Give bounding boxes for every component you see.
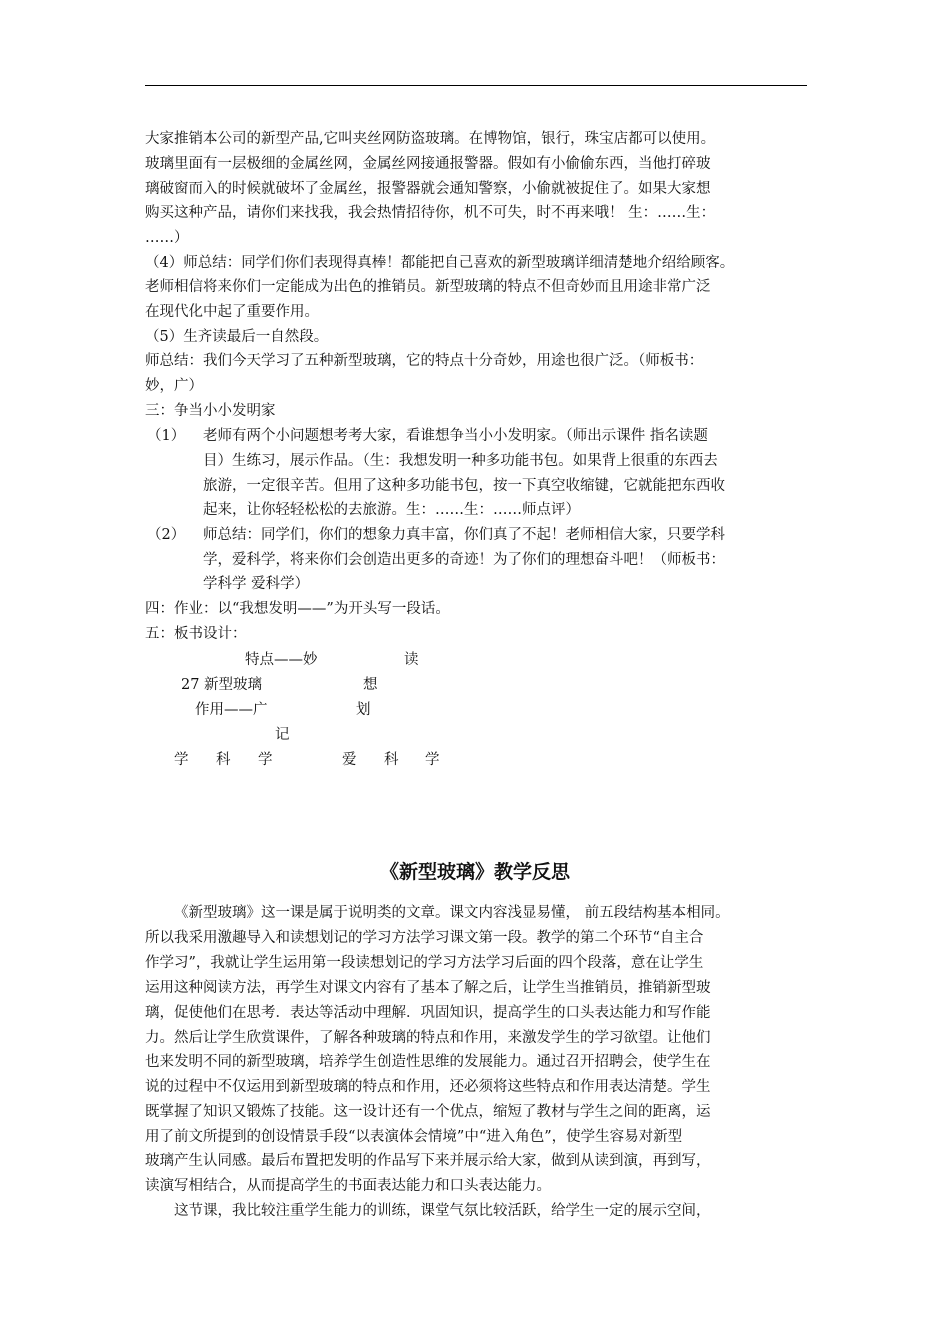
- board-char: 学: [425, 752, 440, 768]
- item-number: （1）: [147, 428, 186, 444]
- reflection-line: 力。然后让学生欣赏课件，了解各种玻璃的特点和作用，来激发学生的学习欲望。让他们: [145, 1030, 711, 1046]
- item-line: 学，爱科学，将来你们会创造出更多的奇迹！为了你们的理想奋斗吧！（师板书：: [203, 552, 725, 568]
- board-heading: 五：板书设计：: [145, 626, 247, 642]
- text-line: 大家推销本公司的新型产品,它叫夹丝网防盗玻璃。在博物馆，银行，珠宝店都可以使用。: [145, 131, 716, 147]
- item-line: 旅游，一定很辛苦。但用了这种多功能书包，按一下真空收缩键，它就能把东西收: [203, 478, 725, 494]
- header-rule: [145, 85, 807, 86]
- item-number: （2）: [147, 527, 186, 543]
- board-char: 科: [216, 752, 231, 768]
- board-char: 学: [174, 752, 189, 768]
- reflection-line: 作学习”，我就让学生运用第一段读想划记的学习方法学习后面的四个段落，意在让学生: [145, 955, 704, 971]
- board-note: 记: [275, 727, 290, 743]
- item-line: 师总结：同学们，你们的想象力真丰富，你们真了不起！老师相信大家，只要学科: [203, 527, 725, 543]
- reflection-line: 《新型玻璃》这一课是属于说明类的文章。课文内容浅显易懂， 前五段结构基本相同。: [174, 905, 730, 921]
- item-line: 目）生练习，展示作品。（生：我想发明一种多功能书包。如果背上很重的东西去: [203, 453, 718, 469]
- item-line: 老师有两个小问题想考考大家，看谁想争当小小发明家。（师出示课件 指名读题: [203, 428, 708, 444]
- text-line: ……）: [145, 230, 189, 246]
- board-char: 科: [384, 752, 399, 768]
- text-line: （4）师总结：同学们你们表现得真棒！都能把自己喜欢的新型玻璃详细清楚地介绍给顾客。: [145, 255, 735, 271]
- board-plan: 划: [356, 702, 371, 718]
- reflection-line: 读演写相结合，从而提高学生的书面表达能力和口头表达能力。: [145, 1178, 551, 1194]
- text-line: 购买这种产品，请你们来找我，我会热情招待你，机不可失，时不再来哦！ 生：……生：: [145, 205, 716, 221]
- reflection-line: 说的过程中不仅运用到新型玻璃的特点和作用，还必须将这些特点和作用表达清楚。学生: [145, 1079, 711, 1095]
- board-use: 作用——广: [195, 702, 268, 718]
- item-line: 学科学 爱科学）: [203, 576, 310, 592]
- item-line: 起来，让你轻轻松松的去旅游。生：……生：……师点评）: [203, 502, 580, 518]
- board-char: 爱: [342, 752, 357, 768]
- text-line: 师总结：我们今天学习了五种新型玻璃，它的特点十分奇妙，用途也很广泛。（师板书：: [145, 353, 704, 369]
- reflection-line: 玻璃产生认同感。最后布置把发明的作品写下来并展示给大家，做到从读到演，再到写，: [145, 1153, 711, 1169]
- board-char: 学: [258, 752, 273, 768]
- text-line: （5）生齐读最后一自然段。: [145, 329, 329, 345]
- board-feature: 特点——妙: [245, 652, 318, 668]
- reflection-line: 这节课，我比较注重学生能力的训练，课堂气氛比较活跃，给学生一定的展示空间，: [174, 1203, 711, 1219]
- board-read: 读: [404, 652, 419, 668]
- homework-line: 四：作业：以“我想发明——”为开头写一段话。: [145, 601, 450, 617]
- reflection-title: 《新型玻璃》教学反思: [379, 861, 570, 883]
- board-think: 想: [363, 677, 378, 693]
- text-line: 妙，广）: [145, 378, 203, 394]
- reflection-line: 既掌握了知识又锻炼了技能。这一设计还有一个优点，缩短了教材与学生之间的距离，运: [145, 1104, 711, 1120]
- board-lesson-title: 27 新型玻璃: [181, 677, 263, 693]
- reflection-line: 运用这种阅读方法，再学生对课文内容有了基本了解之后，让学生当推销员，推销新型玻: [145, 980, 711, 996]
- reflection-line: 璃，促使他们在思考．表达等活动中理解．巩固知识，提高学生的口头表达能力和写作能: [145, 1005, 711, 1021]
- text-line: 在现代化中起了重要作用。: [145, 304, 319, 320]
- reflection-line: 也来发明不同的新型玻璃，培养学生创造性思维的发展能力。通过召开招聘会，使学生在: [145, 1054, 711, 1070]
- reflection-line: 所以我采用激趣导入和读想划记的学习方法学习课文第一段。教学的第二个环节“自主合: [145, 930, 704, 946]
- reflection-line: 用了前文所提到的创设情景手段“以表演体会情境”中“进入角色”，使学生容易对新型: [145, 1129, 683, 1145]
- text-line: 璃破窗而入的时候就破坏了金属丝，报警器就会通知警察，小偷就被捉住了。如果大家想: [145, 181, 711, 197]
- text-line: 玻璃里面有一层极细的金属丝网，金属丝网接通报警器。假如有小偷偷东西，当他打碎玻: [145, 156, 711, 172]
- text-line: 老师相信将来你们一定能成为出色的推销员。新型玻璃的特点不但奇妙而且用途非常广泛: [145, 279, 711, 295]
- section-heading: 三：争当小小发明家: [145, 403, 276, 419]
